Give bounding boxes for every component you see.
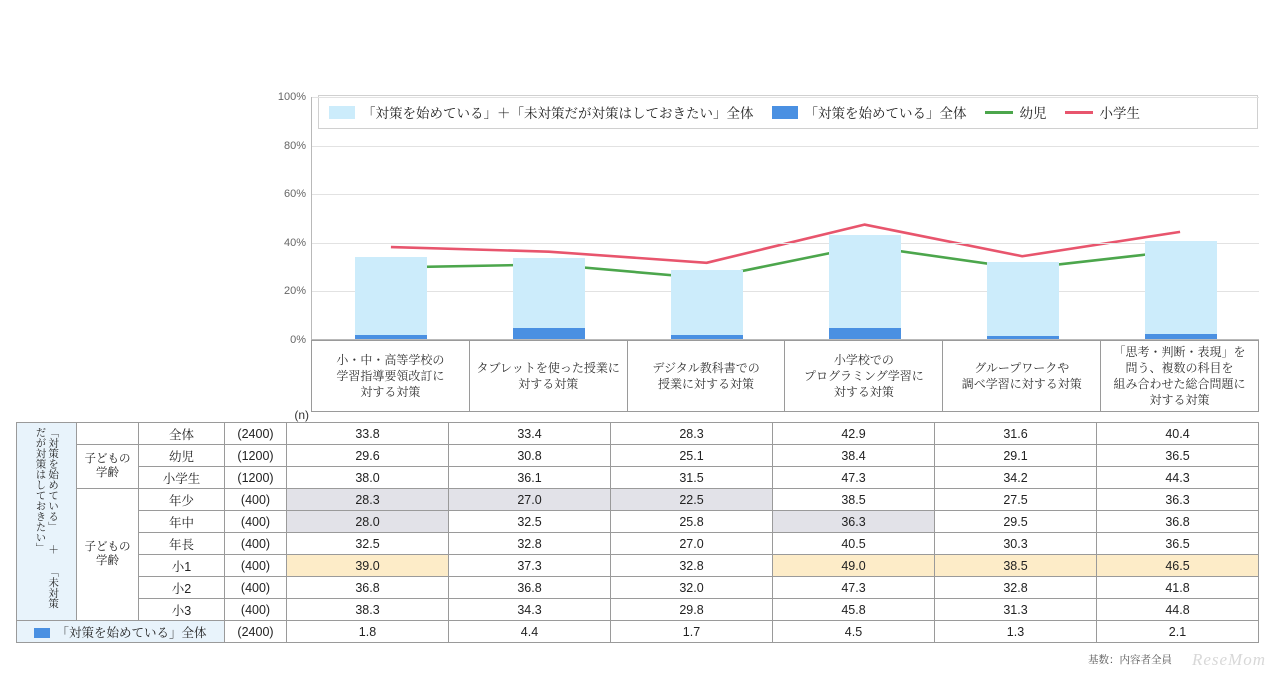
table-row: [17, 599, 1259, 621]
table-cell-value: 42.9: [773, 423, 935, 445]
table-cell-value: 28.3: [287, 489, 449, 511]
category-label: グループワークや 調べ学習に対する対策: [943, 341, 1101, 412]
bottom-row-value: 1.3: [935, 621, 1097, 643]
category-label: 小・中・高等学校の 学習指導要領改訂に 対する対策: [312, 341, 470, 412]
table-row-label: 小2: [139, 577, 225, 599]
table-cell-value: 22.5: [611, 489, 773, 511]
table-cell-value: 29.1: [935, 445, 1097, 467]
table-cell-value: 36.8: [1097, 511, 1259, 533]
bottom-row-value: 4.5: [773, 621, 935, 643]
table-row: [17, 577, 1259, 599]
table-cell-value: 31.5: [611, 467, 773, 489]
table-cell-value: 29.8: [611, 599, 773, 621]
table-cell-value: 29.5: [935, 511, 1097, 533]
table-cell-value: 36.1: [449, 467, 611, 489]
table-cell-value: 40.4: [1097, 423, 1259, 445]
table-bottom-row: [17, 621, 1259, 643]
table-row-n: (400): [225, 555, 287, 577]
table-cell-value: 32.5: [287, 533, 449, 555]
legend-label-3: 小学生: [1099, 106, 1140, 121]
table-row-label: 年中: [139, 511, 225, 533]
table-group-cell: [77, 423, 139, 445]
table-row-n: (400): [225, 599, 287, 621]
table-cell-value: 40.5: [773, 533, 935, 555]
y-axis-tick: 0%: [290, 334, 306, 346]
table-row-label: 小1: [139, 555, 225, 577]
bar-started: [987, 336, 1058, 339]
bar-total: [513, 258, 584, 339]
data-table: [16, 422, 1259, 643]
table-cell-value: 33.4: [449, 423, 611, 445]
bar-started: [513, 328, 584, 339]
bottom-row-value: 4.4: [449, 621, 611, 643]
bar-total: [829, 235, 900, 339]
table-row: [17, 445, 1259, 467]
table-cell-value: 31.6: [935, 423, 1097, 445]
legend-label-0: 「対策を始めている」＋「未対策だが対策はしておきたい」全体: [362, 106, 754, 121]
table-side-label: 「対策を始めている」 ＋ 「未対策だが対策はしておきたい」: [17, 423, 77, 621]
table-cell-value: 39.0: [287, 555, 449, 577]
bottom-row-label: 「対策を始めている」全体: [17, 621, 225, 643]
bottom-row-value: 2.1: [1097, 621, 1259, 643]
table-row-label: 小3: [139, 599, 225, 621]
gridline: [312, 243, 1259, 244]
table-row-n: (400): [225, 577, 287, 599]
table-cell-value: 30.8: [449, 445, 611, 467]
category-label: タブレットを使った授業に 対する対策: [470, 341, 628, 412]
table-row: [17, 423, 1259, 445]
table-cell-value: 31.3: [935, 599, 1097, 621]
table-cell-value: 47.3: [773, 467, 935, 489]
chart-category-header: [311, 340, 1259, 412]
table-row: [17, 555, 1259, 577]
table-cell-value: 32.5: [449, 511, 611, 533]
bar-started: [671, 335, 742, 339]
table-row: [17, 511, 1259, 533]
y-axis-tick: 40%: [283, 236, 306, 249]
bottom-row-swatch: [34, 628, 50, 638]
gridline: [312, 194, 1259, 195]
table-cell-value: 30.3: [935, 533, 1097, 555]
table-row-n: (400): [225, 489, 287, 511]
table-group-cell: 子どもの 学齢: [77, 489, 139, 621]
legend-label-1: 「対策を始めている」全体: [804, 106, 967, 121]
bottom-row-value: 1.8: [287, 621, 449, 643]
watermark: ReseMom: [1191, 650, 1266, 669]
table-row-n: (1200): [225, 445, 287, 467]
table-row-label: 全体: [139, 423, 225, 445]
bar-total: [671, 270, 742, 339]
y-axis-tick: 80%: [283, 139, 306, 152]
table-row-label: 小学生: [139, 467, 225, 489]
bar-started: [1145, 334, 1216, 339]
table-cell-value: 38.5: [935, 555, 1097, 577]
table-cell-value: 32.0: [611, 577, 773, 599]
table-cell-value: 45.8: [773, 599, 935, 621]
table-row: [17, 467, 1259, 489]
table-cell-value: 38.4: [773, 445, 935, 467]
table-row-label: 年少: [139, 489, 225, 511]
y-axis-tick: 20%: [283, 285, 306, 298]
table-row-label: 幼児: [139, 445, 225, 467]
table-cell-value: 41.8: [1097, 577, 1259, 599]
table-cell-value: 28.0: [287, 511, 449, 533]
gridline: [312, 97, 1259, 98]
y-axis-tick: 100%: [277, 91, 306, 103]
bar-total: [1145, 241, 1216, 339]
table-cell-value: 32.8: [611, 555, 773, 577]
table-cell-value: 32.8: [935, 577, 1097, 599]
table-cell-value: 38.5: [773, 489, 935, 511]
table-cell-value: 36.3: [773, 511, 935, 533]
bar-total: [355, 257, 426, 339]
table-row-n: (400): [225, 533, 287, 555]
bar-total: [987, 262, 1058, 339]
table-cell-value: 38.3: [287, 599, 449, 621]
bottom-row-value: 1.7: [611, 621, 773, 643]
table-row: [17, 533, 1259, 555]
category-label: 小学校での プログラミング学習に 対する対策: [785, 341, 943, 412]
table-row-label: 年長: [139, 533, 225, 555]
table-cell-value: 25.8: [611, 511, 773, 533]
table-cell-value: 29.6: [287, 445, 449, 467]
category-label: 「思考・判断・表現」を 問う、複数の科目を 組み合わせた総合問題に 対する対策: [1101, 341, 1259, 412]
legend-label-2: 幼児: [1019, 106, 1047, 121]
y-axis-tick: 60%: [283, 188, 306, 201]
table-cell-value: 46.5: [1097, 555, 1259, 577]
table-cell-value: 28.3: [611, 423, 773, 445]
table-cell-value: 27.5: [935, 489, 1097, 511]
gridline: [312, 146, 1259, 147]
table-cell-value: 47.3: [773, 577, 935, 599]
table-group-cell: 子どもの 学齢: [77, 445, 139, 489]
table-row-n: (1200): [225, 467, 287, 489]
footnote: 基数：内容者全員: [1088, 654, 1172, 666]
category-label: デジタル教科書での 授業に対する対策: [628, 341, 786, 412]
table-cell-value: 34.2: [935, 467, 1097, 489]
table-cell-value: 36.5: [1097, 445, 1259, 467]
bar-started: [829, 328, 900, 339]
table-cell-value: 44.3: [1097, 467, 1259, 489]
table-cell-value: 32.8: [449, 533, 611, 555]
gridline: [312, 291, 1259, 292]
table-cell-value: 33.8: [287, 423, 449, 445]
table-cell-value: 37.3: [449, 555, 611, 577]
table-row-n: (400): [225, 511, 287, 533]
table-row-n: (2400): [225, 423, 287, 445]
table-cell-value: 36.3: [1097, 489, 1259, 511]
table-cell-value: 36.8: [287, 577, 449, 599]
bar-started: [355, 335, 426, 339]
table-cell-value: 34.3: [449, 599, 611, 621]
chart-plot-area: [277, 91, 1259, 346]
chart-line-series: [312, 97, 1259, 339]
table-row: [17, 489, 1259, 511]
table-cell-value: 27.0: [611, 533, 773, 555]
table-cell-value: 38.0: [287, 467, 449, 489]
table-cell-value: 25.1: [611, 445, 773, 467]
table-cell-value: 27.0: [449, 489, 611, 511]
table-cell-value: 36.8: [449, 577, 611, 599]
table-cell-value: 49.0: [773, 555, 935, 577]
table-cell-value: 36.5: [1097, 533, 1259, 555]
table-cell-value: 44.8: [1097, 599, 1259, 621]
n-header-label: (n): [294, 408, 309, 422]
bottom-row-n: (2400): [225, 621, 287, 643]
